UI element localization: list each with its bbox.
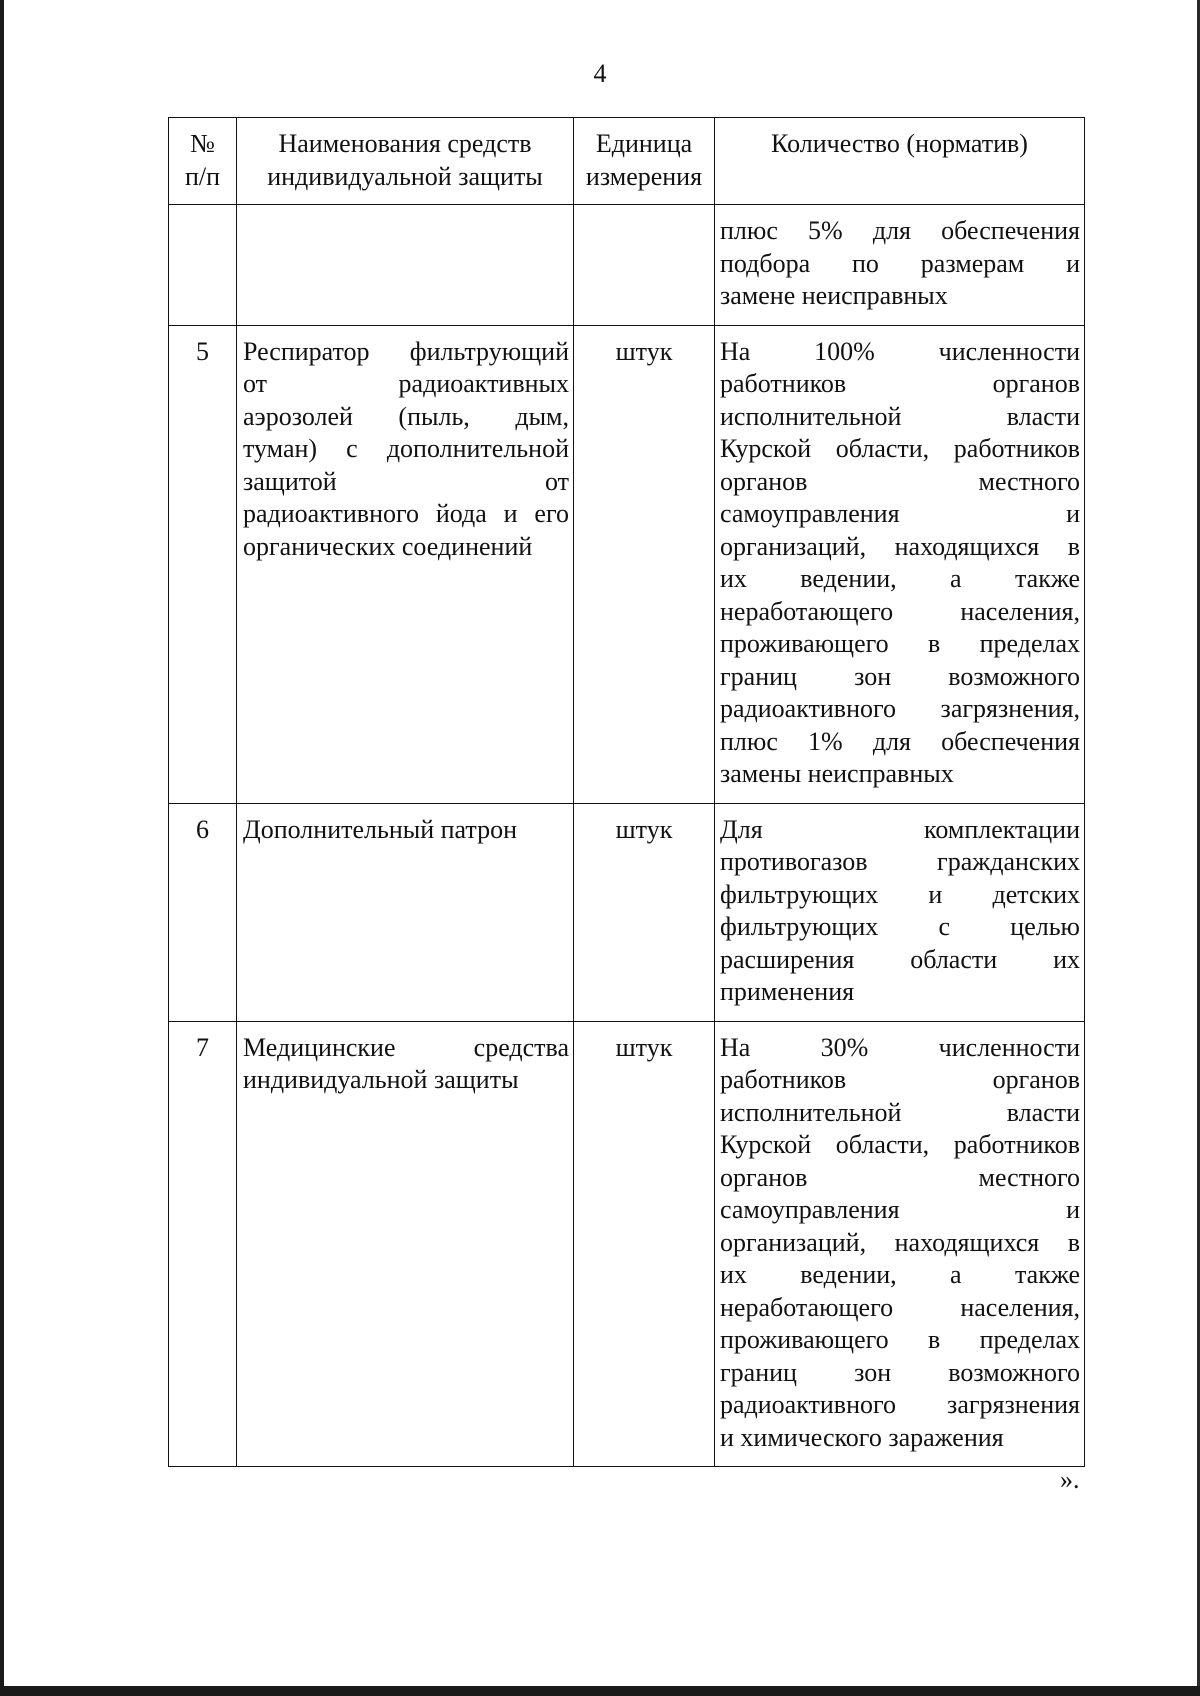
header-num: № п/п bbox=[169, 118, 237, 205]
quantity-norm-line: их ведении, а также bbox=[720, 564, 1080, 593]
scan-edge-bottom bbox=[0, 1686, 1200, 1696]
quantity-norm-line: исполнительной власти bbox=[720, 401, 1080, 431]
quantity-norm-line: применения bbox=[720, 977, 855, 1006]
table-row bbox=[169, 803, 1085, 1021]
table-body bbox=[169, 205, 1085, 1467]
row-number: 6 bbox=[169, 803, 237, 1021]
ppe-name bbox=[237, 803, 574, 1021]
quantity-norm bbox=[715, 803, 1085, 1021]
quantity-norm-line: фильтрующих и детских bbox=[720, 879, 1080, 909]
quantity-norm-line: противогазов гражданских bbox=[720, 847, 1080, 876]
quantity-norm-line: границ зон возможного bbox=[720, 1357, 1080, 1387]
quantity-norm-line: замене неисправных bbox=[720, 281, 948, 310]
quantity-norm-line: их ведении, а также bbox=[720, 1260, 1080, 1289]
quantity-norm bbox=[715, 205, 1085, 326]
table-row bbox=[169, 1021, 1085, 1467]
ppe-name-line: органических соединений bbox=[243, 531, 533, 561]
quantity-norm-line: На 100% численности bbox=[720, 336, 1080, 366]
quantity-norm-line: работников органов bbox=[720, 369, 1080, 398]
header-qty: Количество (норматив) bbox=[715, 118, 1085, 205]
unit-of-measure: штук bbox=[574, 803, 715, 1021]
quantity-norm-line: органов местного bbox=[720, 466, 1080, 496]
quantity-norm-line: проживающего в пределах bbox=[720, 1325, 1080, 1354]
quantity-norm-line: организаций, находящихся в bbox=[720, 531, 1080, 561]
quantity-norm-line: самоуправления и bbox=[720, 499, 1080, 528]
quantity-norm-line: самоуправления и bbox=[720, 1195, 1080, 1224]
ppe-name-line: индивидуальной защиты bbox=[243, 1065, 519, 1094]
quantity-norm-line: неработающего населения, bbox=[720, 596, 1080, 626]
ppe-name bbox=[237, 1021, 574, 1467]
ppe-name-line: Респиратор фильтрующий bbox=[243, 336, 569, 366]
row-number: 5 bbox=[169, 325, 237, 803]
quantity-norm-line: фильтрующих с целью bbox=[720, 912, 1080, 941]
table-row bbox=[169, 325, 1085, 803]
ppe-name bbox=[237, 205, 574, 326]
ppe-name-line: аэрозолей (пыль, дым, bbox=[243, 401, 569, 431]
quantity-norm-line: радиоактивного загрязнения, bbox=[720, 694, 1080, 723]
ppe-norms-table bbox=[168, 117, 1085, 1467]
header-unit: Единица измерения bbox=[574, 118, 715, 205]
quantity-norm bbox=[715, 1021, 1085, 1467]
page-number: 4 bbox=[593, 59, 607, 88]
quantity-norm-line: организаций, находящихся в bbox=[720, 1227, 1080, 1257]
quantity-norm-line: границ зон возможного bbox=[720, 661, 1080, 691]
quantity-norm-line: плюс 5% для обеспечения bbox=[720, 216, 1080, 245]
quantity-norm-line: Курской области, работников bbox=[720, 434, 1080, 463]
quantity-norm-line: замены неисправных bbox=[720, 759, 954, 788]
row-number: 7 bbox=[169, 1021, 237, 1467]
scan-edge-left bbox=[0, 0, 4, 1696]
unit-of-measure bbox=[574, 205, 715, 326]
ppe-name-line: Медицинские средства bbox=[243, 1032, 569, 1062]
quantity-norm-line: На 30% численности bbox=[720, 1032, 1080, 1062]
quantity-norm-line: подбора по размерам и bbox=[720, 248, 1080, 278]
ppe-name-line: Дополнительный патрон bbox=[243, 814, 518, 844]
ppe-name-line: от радиоактивных bbox=[243, 369, 569, 398]
ppe-name-line: защитой от bbox=[243, 466, 569, 496]
quantity-norm-line: проживающего в пределах bbox=[720, 629, 1080, 658]
quantity-norm-line: исполнительной власти bbox=[720, 1097, 1080, 1127]
header-name: Наименования средств индивидуальной защиты bbox=[237, 118, 574, 205]
quantity-norm-line: плюс 1% для обеспечения bbox=[720, 726, 1080, 756]
quantity-norm-line: неработающего населения, bbox=[720, 1292, 1080, 1322]
table-row bbox=[169, 205, 1085, 326]
row-number bbox=[169, 205, 237, 326]
quantity-norm-line: органов местного bbox=[720, 1162, 1080, 1192]
quantity-norm-line: работников органов bbox=[720, 1065, 1080, 1094]
ppe-name bbox=[237, 325, 574, 803]
quantity-norm bbox=[715, 325, 1085, 803]
quantity-norm-line: и химического заражения bbox=[720, 1422, 1004, 1452]
ppe-name-line: туман) с дополнительной bbox=[243, 434, 569, 463]
table-header-row bbox=[169, 118, 1085, 205]
quantity-norm-line: Курской области, работников bbox=[720, 1130, 1080, 1159]
quantity-norm-line: расширения области их bbox=[720, 944, 1080, 974]
quantity-norm-line: Для комплектации bbox=[720, 814, 1080, 844]
unit-of-measure: штук bbox=[574, 325, 715, 803]
unit-of-measure: штук bbox=[574, 1021, 715, 1467]
closing-quote-mark: ». bbox=[1060, 1465, 1080, 1494]
quantity-norm-line: радиоактивного загрязнения bbox=[720, 1390, 1080, 1419]
ppe-name-line: радиоактивного йода и его bbox=[243, 499, 569, 528]
